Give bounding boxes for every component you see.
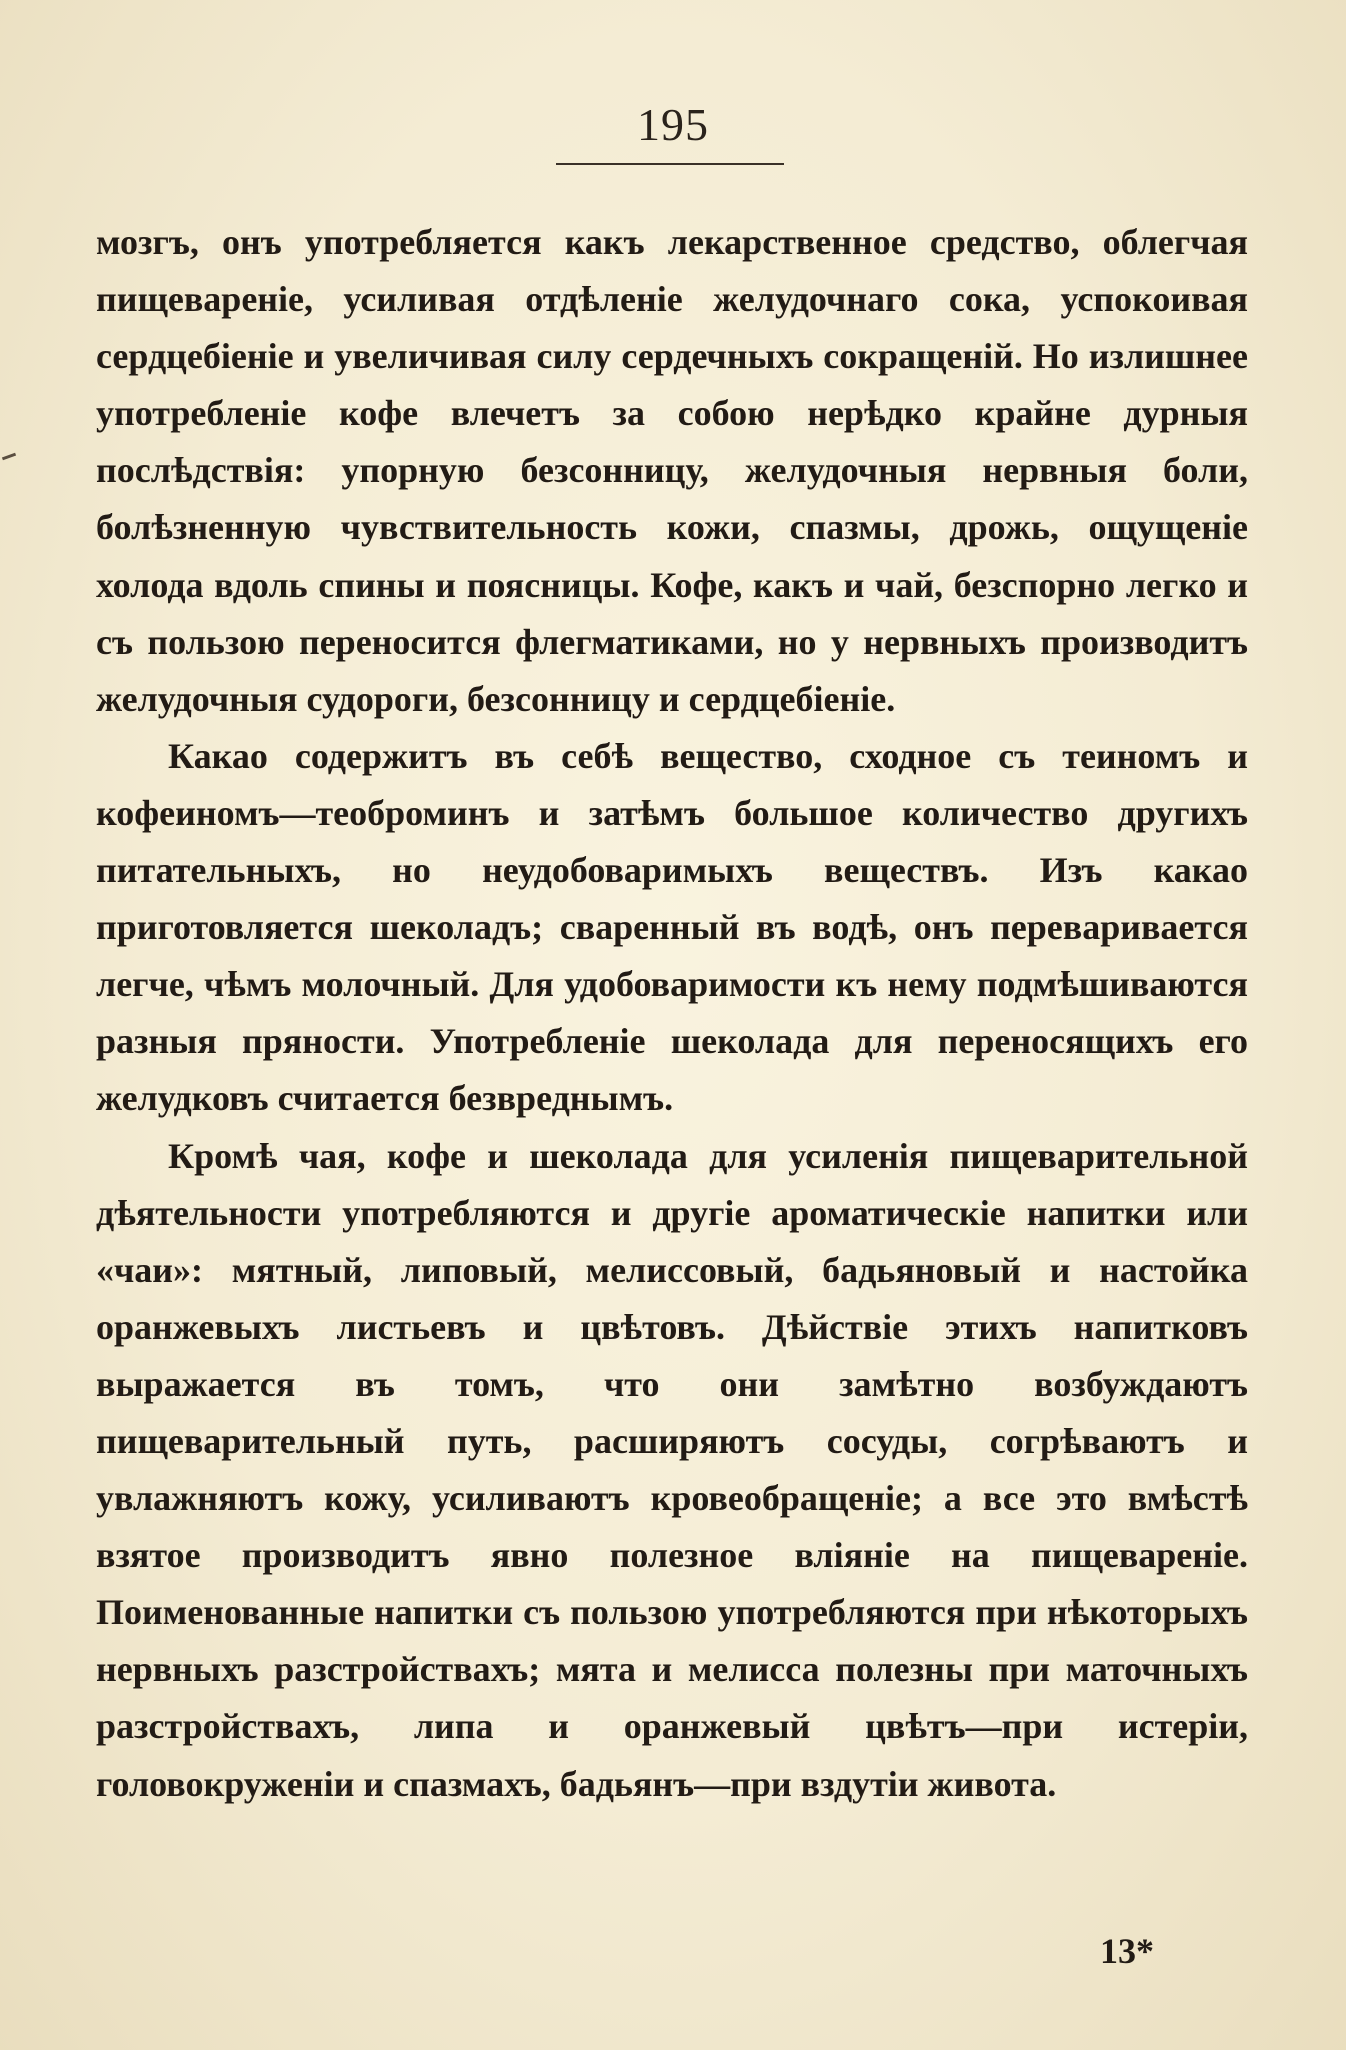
paragraph-1: мозгъ, онъ употребляется какъ лекарственное средство, облегчая пищевареніе, усиливая отдѣленіе желудочнаго сока, успокоивая сердцебіеніе и увеличивая силу сердечныхъ сокращеній. Но излишнее употребленіе кофе влечетъ за собою нерѣдко крайне дурныя послѣдствія: упорную безсонницу, желудочныя нервныя боли, болѣзненную чувствительность кожи, спазмы, дрожь, ощущеніе холода вдоль спины и поясницы. Кофе, какъ и чай, безспорно легко и съ пользою переносится флегматиками, но у нервныхъ производитъ желудочныя судороги, безсонницу и сердцебіеніе. [96,222,1248,719]
page-number: 195 [637,99,709,150]
paragraph-2: Какао содержитъ въ себѣ вещество, сходное съ теиномъ и кофеиномъ—теоброминъ и затѣмъ большое количество другихъ питательныхъ, но неудобоваримыхъ веществъ. Изъ какао приготовляется шеколадъ; сваренный въ водѣ, онъ переваривается легче, чѣмъ молочный. Для удобоваримости къ нему подмѣшиваются разныя пряности. Употребленіе шеколада для переносящихъ его желудковъ считается безвреднымъ. [96,735,1248,1119]
signature-mark: 13* [1100,1931,1154,1971]
header-rule [556,163,784,165]
paragraph-3: Кромѣ чая, кофе и шеколада для усиленія пищеварительной дѣятельности употребляются и другіе ароматическіе напитки или «чаи»: мятный, липовый, мелиссовый, бадьяновый и настойка оранжевыхъ листьевъ и цвѣтовъ. Дѣйствіе этихъ напитковъ выражается въ томъ, что они замѣтно возбуждаютъ пищеварительный путь, расширяютъ сосуды, согрѣваютъ и увлажняютъ кожу, усиливаютъ кровеобращеніе; а все это вмѣстѣ взятое производитъ явно полезное вліяніе на пищевареніе. Поименованные напитки съ пользою употребляются при нѣкоторыхъ нервныхъ разстройствахъ; мята и мелисса полезны при маточныхъ разстройствахъ, липа и оранжевый цвѣтъ—при истеріи, головокруженіи и спазмахъ, бадьянъ—при вздутіи живота. [96,1135,1248,1804]
body-text [96,214,1248,1813]
margin-mark [2,453,16,461]
